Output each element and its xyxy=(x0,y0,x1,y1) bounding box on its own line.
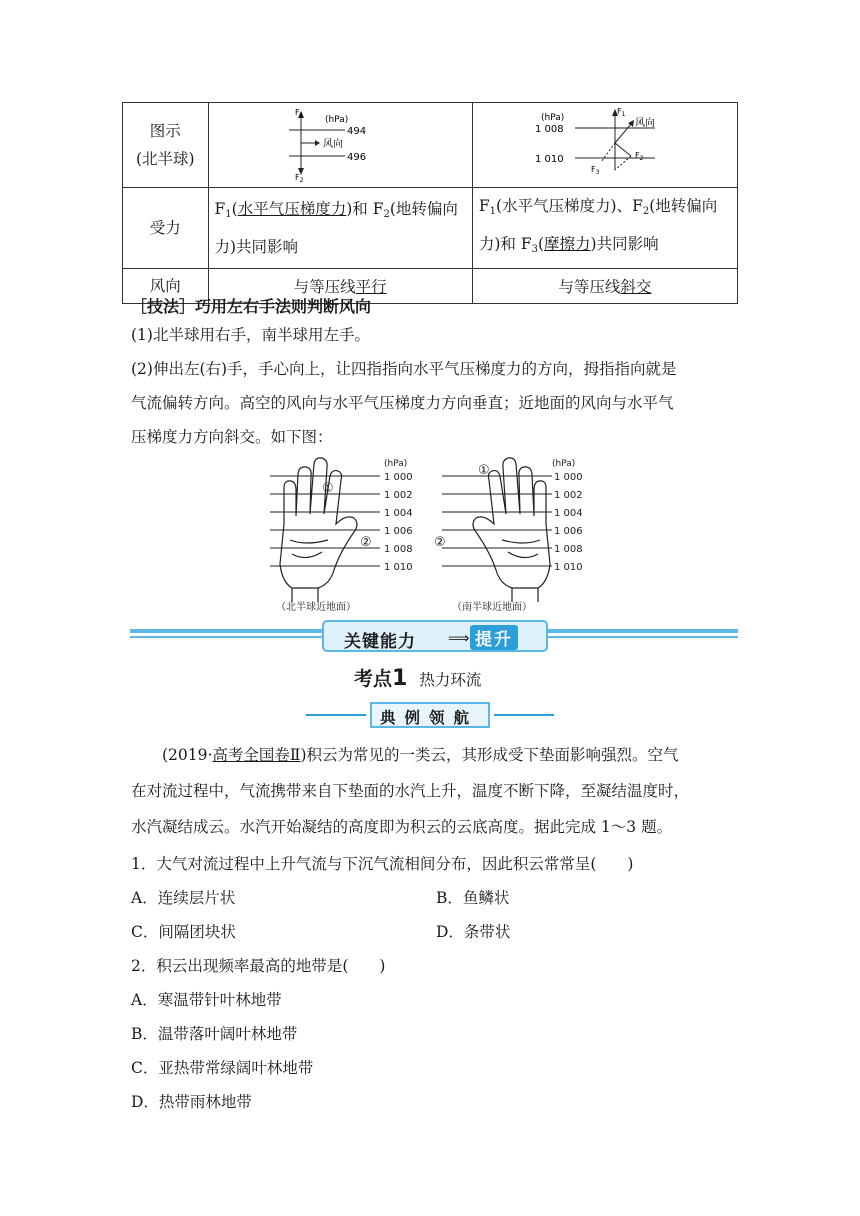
svg-text:F1: $F_1$ xyxy=(295,108,304,119)
section-title: 热力环流 xyxy=(419,671,482,689)
level-label: 1 008 xyxy=(384,544,413,555)
row-header-wind: 风向 xyxy=(123,269,209,304)
surface-diagram-cell xyxy=(472,103,737,188)
option-2a[interactable]: A．寒温带针叶林地带 xyxy=(131,991,282,1009)
caption-northern: （北半球近地面） xyxy=(276,602,356,613)
upper-air-wind-cell: 与等压线平行 xyxy=(208,269,472,304)
tip-point-1: (1)北半球用右手，南半球用左手。 xyxy=(131,326,370,344)
marker-2-right: ② xyxy=(434,535,446,550)
force-comparison-table xyxy=(122,102,738,304)
marker-1-right: ① xyxy=(478,463,490,478)
intro-line-3: 水汽凝结成云。水汽开始凝结的高度即为积云的云底高度。据此完成 1～3 题。 xyxy=(131,818,673,836)
upper-air-wind-diagram xyxy=(275,106,405,184)
pressure-unit-left: (hPa) xyxy=(384,459,408,469)
svg-text:风向: 风向 xyxy=(323,139,344,150)
surface-wind-cell: 与等压线斜交 xyxy=(472,269,737,304)
banner-arrow-icon: ⟹ xyxy=(448,629,470,647)
surface-wind-diagram xyxy=(535,106,675,180)
svg-text:F2: $F_2$ xyxy=(295,173,304,184)
option-1b[interactable]: B．鱼鳞状 xyxy=(436,889,510,907)
level-label: 1 000 xyxy=(384,472,413,483)
table-row-diagram xyxy=(123,103,738,188)
svg-text:494: 494 xyxy=(347,126,367,137)
svg-text:风向: 风向 xyxy=(634,118,655,129)
level-label: 1 004 xyxy=(384,508,413,519)
pressure-unit-right: (hPa) xyxy=(552,459,576,469)
tip-title: ［技法］巧用左右手法则判断风向 xyxy=(131,297,372,316)
tip-point-2-line-3: 压梯度力方向斜交。如下图： xyxy=(131,428,333,446)
level-label: 1 000 xyxy=(554,472,583,483)
banner-label: 关键能力 xyxy=(344,632,416,652)
intro-line-1: (2019·高考全国卷Ⅱ)积云为常见的一类云，其形成受下垫面影响强烈。空气 xyxy=(162,746,679,764)
level-label: 1 010 xyxy=(384,562,413,573)
level-label: 1 008 xyxy=(554,544,583,555)
isobars-right xyxy=(442,476,552,566)
level-label: 1 006 xyxy=(384,526,413,537)
upper-air-diagram-cell xyxy=(208,103,472,188)
svg-text:F3: $F_3$ xyxy=(590,165,600,176)
row-header-sublabel: (北半球) xyxy=(135,150,195,168)
section-prefix: 考点 xyxy=(354,668,393,690)
option-1d[interactable]: D．条带状 xyxy=(436,923,511,941)
row-header-diagram xyxy=(123,103,209,188)
tip-point-2-line-1: (2)伸出左(右)手，手心向上，让四指指向水平气压梯度力的方向，拇指指向就是 xyxy=(131,360,677,378)
question-1-stem: 1．大气对流过程中上升气流与下沉气流相间分布，因此积云常常呈( ) xyxy=(131,855,634,873)
option-2b[interactable]: B．温带落叶阔叶林地带 xyxy=(131,1025,298,1043)
option-2d[interactable]: D．热带雨林地带 xyxy=(131,1093,252,1111)
row-header-label: 图示 xyxy=(149,122,181,140)
level-label: 1 004 xyxy=(554,508,583,519)
svg-text:496: 496 xyxy=(347,152,367,163)
intro-line-2: 在对流过程中，气流携带来自下垫面的水汽上升，温度不断下降，至凝结温度时， xyxy=(131,782,690,800)
option-1c[interactable]: C．间隔团块状 xyxy=(131,923,236,941)
level-label: 1 002 xyxy=(384,490,413,501)
key-ability-banner xyxy=(130,620,738,652)
svg-text:F2: $F_2$ xyxy=(634,151,644,162)
option-2c[interactable]: C．亚热带常绿阔叶林地带 xyxy=(131,1059,314,1077)
row-header-forces: 受力 xyxy=(123,188,209,269)
banner-highlight: 提升 xyxy=(470,625,518,650)
upper-air-forces-cell: $F_1$(水平气压梯度力)和 $F_2$(地转偏向力)共同影响 xyxy=(208,188,472,269)
marker-1-left: ① xyxy=(322,481,334,496)
svg-text:1 010: 1 010 xyxy=(534,154,564,165)
level-label: 1 010 xyxy=(554,562,583,573)
level-label: 1 002 xyxy=(554,490,583,501)
example-banner xyxy=(306,702,554,730)
surface-forces-cell: $F_1$(水平气压梯度力)、$F_2$(地转偏向力)和 $F_3$(摩擦力)共同影响 xyxy=(472,188,737,269)
svg-text:(hPa): (hPa) xyxy=(325,115,349,125)
marker-2-left: ② xyxy=(360,535,372,550)
hand-rule-figure xyxy=(262,454,602,616)
option-1a[interactable]: A．连续层片状 xyxy=(131,889,236,907)
example-banner-label: 典例领航 xyxy=(380,709,479,727)
table-row-forces xyxy=(123,188,738,269)
svg-text:1 008: 1 008 xyxy=(534,124,564,135)
tip-point-2-line-2: 气流偏转方向。高空的风向与水平气压梯度力方向垂直；近地面的风向与水平气 xyxy=(131,394,674,412)
section-number: 1 xyxy=(392,666,408,691)
level-label: 1 006 xyxy=(554,526,583,537)
section-heading xyxy=(354,664,481,691)
caption-southern: （南半球近地面） xyxy=(452,602,532,613)
svg-text:(hPa): (hPa) xyxy=(540,113,565,123)
svg-text:F1: $F_1$ xyxy=(616,107,626,118)
question-2-stem: 2．积云出现频率最高的地带是( ) xyxy=(131,957,386,975)
